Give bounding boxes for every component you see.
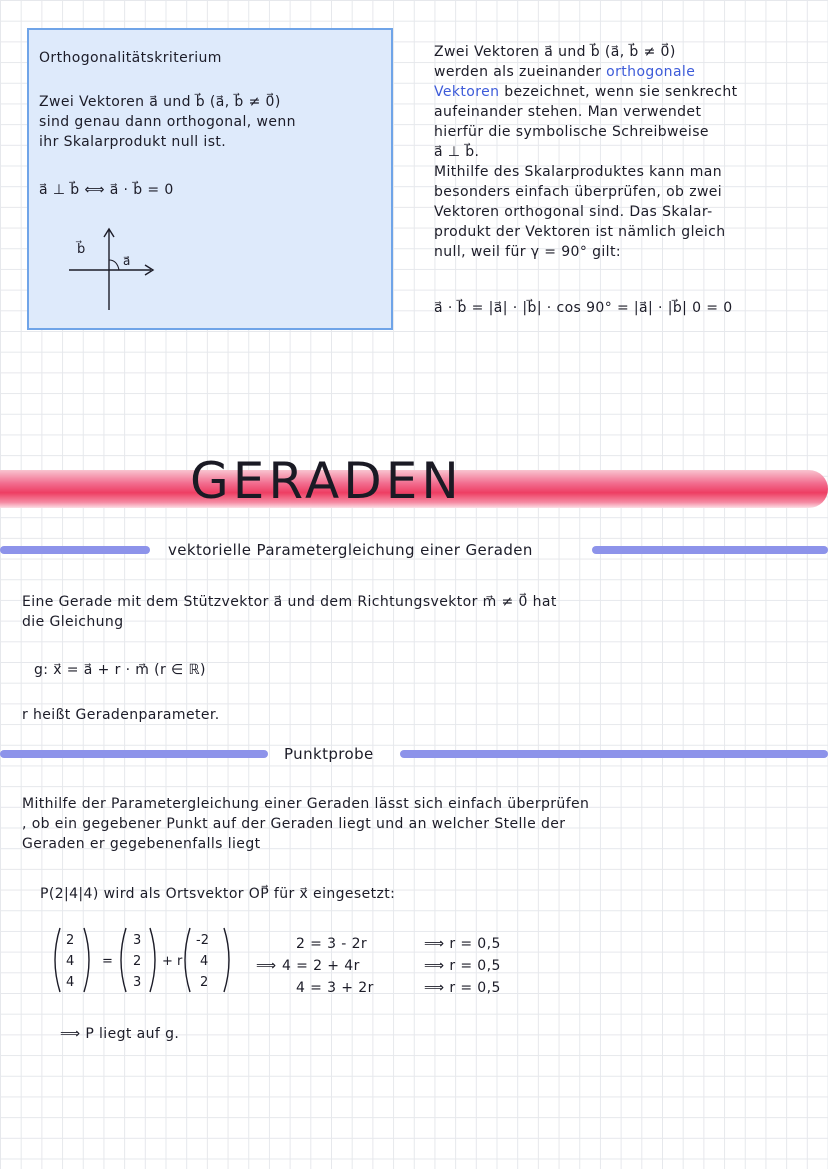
section-label-punktprobe: Punktprobe [284,745,374,763]
conclusion: ⟹ P liegt auf g. [60,1026,180,1042]
vec-a-1: 3 [133,933,142,948]
box-title: Orthogonalitätskriterium [39,50,222,66]
right-line-4: aufeinander stehen. Man verwendet [434,104,702,120]
section-label-parametric: vektorielle Parametergleichung einer Geraden [168,541,533,559]
paren-right-m [224,928,229,992]
box-line-3: ihr Skalarprodukt null ist. [39,134,227,150]
right-line-3b: bezeichnet, wenn sie senkrecht [499,84,738,100]
vec-p-1: 2 [66,933,75,948]
right-line-1: Zwei Vektoren a⃗ und b⃗ (a⃗, b⃗ ≠ 0⃗) [434,44,676,60]
vec-p-2: 4 [66,954,75,969]
right-line-8: besonders einfach überprüfen, ob zwei [434,184,723,200]
right-formula: a⃗ · b⃗ = |a⃗| · |b⃗| · cos 90° = |a⃗| · |b⃗| 0 = 0 [434,300,733,316]
vec-m-2: 4 [200,954,209,969]
paren-left-p [55,928,60,992]
label-a: a⃗ [123,254,131,268]
section2-divider-right [400,750,828,758]
result-3: ⟹ r = 0,5 [424,980,501,996]
right-line-9: Vektoren orthogonal sind. Das Skalar- [434,204,713,220]
box-line-2: sind genau dann orthogonal, wenn [39,114,296,130]
line-equation: g: x⃗ = a⃗ + r · m⃗ (r ∈ ℝ) [34,662,206,678]
paren-left-m [185,928,190,992]
right-angle-arc [109,260,119,270]
vec-a-3: 3 [133,975,142,990]
term-orthogonale: orthogonale [606,64,696,80]
orthogonal-axes-diagram [59,215,179,315]
equation-3: 4 = 3 + 2r [296,980,374,996]
implies-arrow: ⟹ [256,958,277,974]
right-line-10: produkt der Vektoren ist nämlich gleich [434,224,726,240]
right-line-2 [434,62,695,82]
section2-divider-left [0,750,268,758]
section2-text-2: , ob ein gegebener Punkt auf der Geraden liegt und an welcher Stelle der [22,816,566,832]
paren-left-a [121,928,126,992]
box-line-1: Zwei Vektoren a⃗ und b⃗ (a⃗, b⃗ ≠ 0⃗) [39,94,281,110]
result-1: ⟹ r = 0,5 [424,936,501,952]
insert-point-text: P(2|4|4) wird als Ortsvektor OP⃗ für x⃗ eingesetzt: [40,886,396,902]
equals-sign: = [102,954,113,969]
vector-equation [50,922,250,998]
paren-right-a [150,928,155,992]
plus-r: + r [162,954,183,969]
section1-text-1: Eine Gerade mit dem Stützvektor a⃗ und dem Richtungsvektor m⃗ ≠ 0⃗ hat [22,594,557,610]
section2-text-1: Mithilfe der Parametergleichung einer Geraden lässt sich einfach überprüfen [22,796,590,812]
right-line-3 [434,82,738,102]
equation-2: 4 = 2 + 4r [282,958,360,974]
label-b: b⃗ [77,242,86,257]
equation-1: 2 = 3 - 2r [296,936,368,952]
section-divider-left [0,546,150,554]
right-line-7: Mithilfe des Skalarproduktes kann man [434,164,723,180]
vec-m-3: 2 [200,975,209,990]
term-vektoren: Vektoren [434,84,500,100]
parameter-note: r heißt Geradenparameter. [22,707,220,723]
section2-text-3: Geraden er gegebenenfalls liegt [22,836,261,852]
right-line-11: null, weil für γ = 90° gilt: [434,244,621,260]
paren-right-p [84,928,89,992]
right-line-5: hierfür die symbolische Schreibweise [434,124,709,140]
result-2: ⟹ r = 0,5 [424,958,501,974]
section-divider-right [592,546,828,554]
definition-box [27,28,393,330]
right-line-2a: werden als zueinander [434,64,607,80]
section1-text-2: die Gleichung [22,614,124,630]
vec-a-2: 2 [133,954,142,969]
vec-p-3: 4 [66,975,75,990]
right-line-6: a⃗ ⊥ b⃗. [434,144,480,160]
box-formula: a⃗ ⊥ b⃗ ⟺ a⃗ · b⃗ = 0 [39,182,174,198]
page-heading: GERADEN [190,452,463,510]
vec-m-1: -2 [196,933,209,948]
